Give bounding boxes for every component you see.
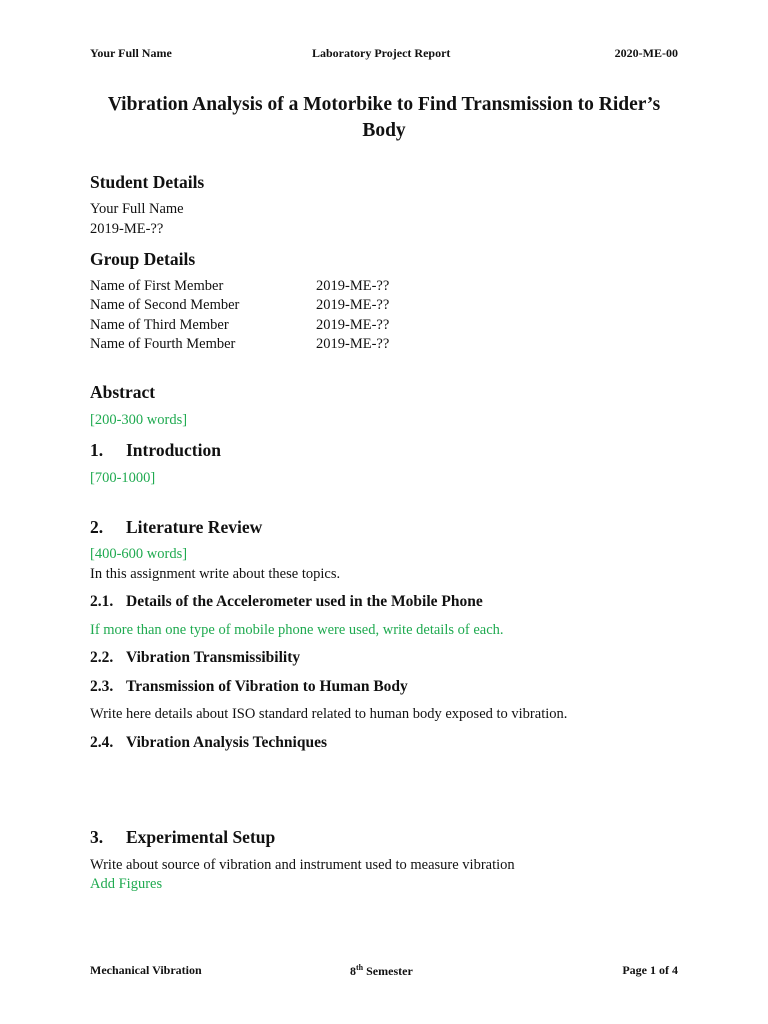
section-title: Introduction xyxy=(126,440,221,460)
footer-semester xyxy=(350,963,413,979)
footer-page-number: Page 1 of 4 xyxy=(622,963,678,977)
section-number: 2. xyxy=(90,517,104,537)
abstract-heading: Abstract xyxy=(90,382,156,402)
student-name: Your Full Name xyxy=(90,201,184,217)
literature-review-text: In this assignment write about these topics. xyxy=(90,566,341,582)
experimental-setup-text: Write about source of vibration and instrument used to measure vibration xyxy=(90,857,515,873)
subsection-2-1-heading xyxy=(90,593,483,611)
header-reg-number: 2020-ME-00 xyxy=(614,46,678,60)
document-title xyxy=(90,92,678,144)
member-reg: 2019-ME-?? xyxy=(316,336,390,352)
subsection-number: 2.2. xyxy=(90,649,114,666)
group-member-row xyxy=(90,317,490,334)
member-name: Name of Second Member xyxy=(90,297,240,313)
student-details-heading: Student Details xyxy=(90,172,205,192)
subsection-title: Details of the Accelerometer used in the Mobile Phone xyxy=(126,593,483,610)
member-reg: 2019-ME-?? xyxy=(316,317,390,333)
subsection-number: 2.3. xyxy=(90,678,114,695)
introduction-heading xyxy=(90,440,221,461)
semester-label: Semester xyxy=(363,964,413,978)
abstract-word-count-note: [200-300 words] xyxy=(90,412,188,428)
title-line-1: Vibration Analysis of a Motorbike to Find Transmission to Rider’s xyxy=(107,94,661,115)
member-name: Name of Fourth Member xyxy=(90,336,236,352)
subsection-number: 2.4. xyxy=(90,734,114,751)
title-line-2: Body xyxy=(362,120,406,141)
add-figures-note: Add Figures xyxy=(90,876,163,892)
literature-review-heading xyxy=(90,517,262,538)
footer-course: Mechanical Vibration xyxy=(90,963,202,977)
experimental-setup-heading xyxy=(90,827,275,848)
section-title: Literature Review xyxy=(126,517,263,537)
subsection-title: Vibration Analysis Techniques xyxy=(126,734,327,751)
group-member-row xyxy=(90,297,490,314)
subsection-number: 2.1. xyxy=(90,593,114,610)
literature-review-word-count-note: [400-600 words] xyxy=(90,546,188,562)
subsection-title: Vibration Transmissibility xyxy=(126,649,301,666)
subsection-2-1-note: If more than one type of mobile phone were used, write details of each. xyxy=(90,622,504,638)
section-number: 3. xyxy=(90,827,104,847)
student-reg: 2019-ME-?? xyxy=(90,221,164,237)
section-number: 1. xyxy=(90,440,104,460)
header-report-type: Laboratory Project Report xyxy=(312,46,451,60)
group-details-heading: Group Details xyxy=(90,249,196,269)
introduction-word-count-note: [700-1000] xyxy=(90,470,156,486)
member-name: Name of Third Member xyxy=(90,317,229,333)
member-name: Name of First Member xyxy=(90,278,224,294)
header-author: Your Full Name xyxy=(90,46,172,60)
subsection-2-3-text: Write here details about ISO standard related to human body exposed to vibration. xyxy=(90,706,568,722)
member-reg: 2019-ME-?? xyxy=(316,297,390,313)
group-member-row xyxy=(90,336,490,353)
subsection-2-3-heading xyxy=(90,678,408,696)
semester-ordinal-suffix: th xyxy=(356,963,364,972)
section-title: Experimental Setup xyxy=(126,827,276,847)
subsection-2-4-heading xyxy=(90,734,327,752)
member-reg: 2019-ME-?? xyxy=(316,278,390,294)
group-member-row xyxy=(90,278,490,295)
subsection-2-2-heading xyxy=(90,649,300,667)
subsection-title: Transmission of Vibration to Human Body xyxy=(126,678,408,695)
semester-number: 8 xyxy=(350,964,356,978)
